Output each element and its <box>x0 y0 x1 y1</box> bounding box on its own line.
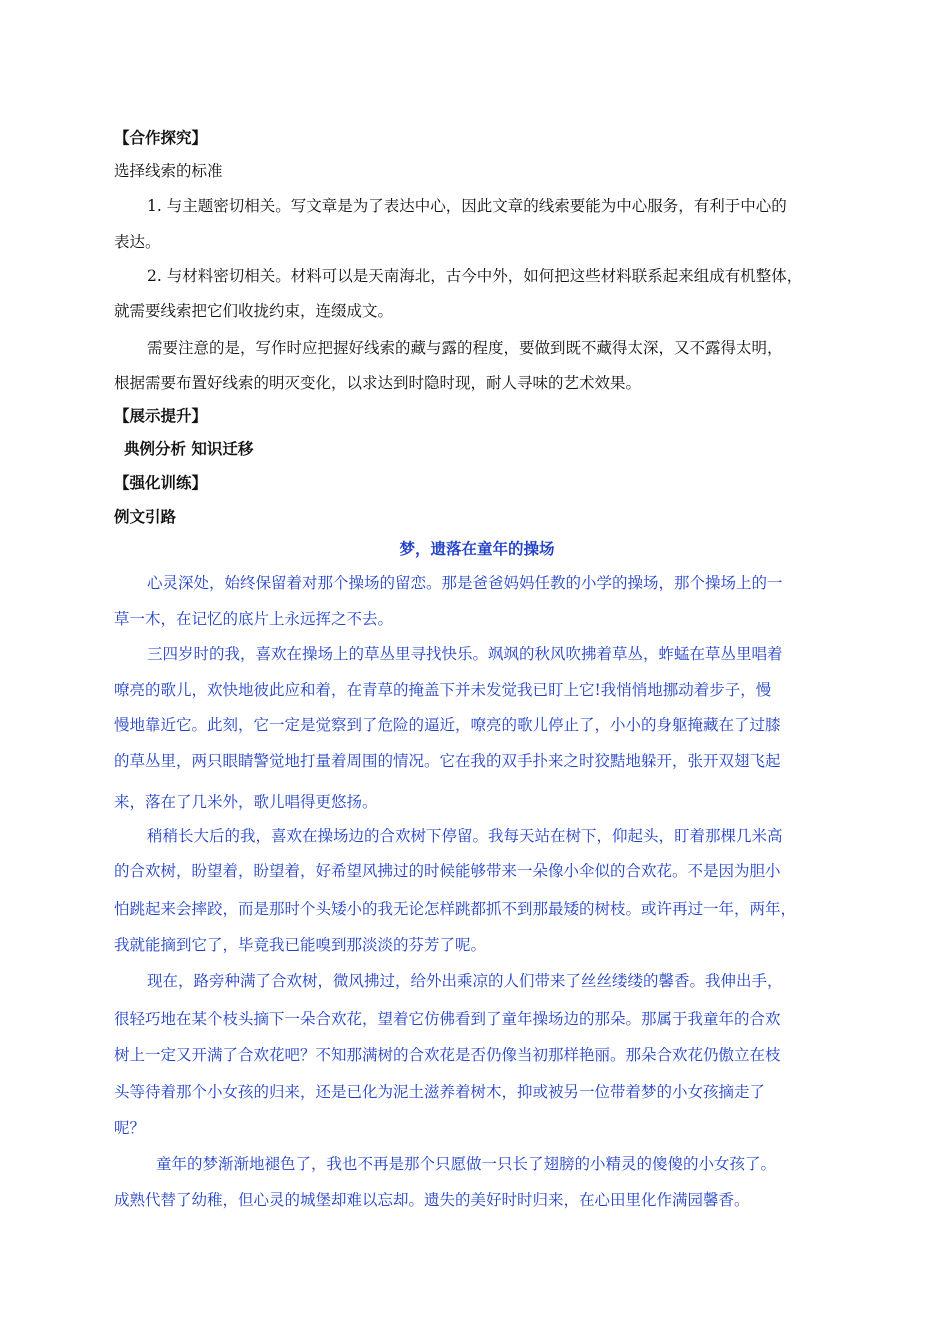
criteria-1-line-2: 表达。 <box>114 233 161 251</box>
essay-line: 的合欢树，盼望着，盼望着，好希望风拂过的时候能够带来一朵像小伞似的合欢花。不是因为胆小 <box>114 862 781 880</box>
essay-line: 心灵深处，始终保留着对那个操场的留恋。那是爸爸妈妈任教的小学的操场，那个操场上的一 <box>147 574 783 592</box>
essay-title: 梦，遗落在童年的操场 <box>399 539 555 558</box>
essay-line: 树上一定又开满了合欢花吧？不知那满树的合欢花是否仍像当初那样艳丽。那朵合欢花仍傲立在枝 <box>114 1046 781 1064</box>
essay-line: 怕跳起来会摔跤，而是那时个头矮小的我无论怎样跳都抓不到那最矮的树枝。或许再过一年，两年， <box>114 900 797 918</box>
display-subheading: 典例分析 知识迁移 <box>124 439 254 458</box>
essay-line: 现在，路旁种满了合欢树，微风拂过，给外出乘凉的人们带来了丝丝缕缕的馨香。我伸出手， <box>147 972 783 990</box>
essay-line: 成熟代替了幼稚，但心灵的城堡却难以忘却。遗失的美好时时归来，在心田里化作满园馨香。 <box>114 1191 750 1209</box>
note-line-2: 根据需要布置好线索的明灭变化，以求达到时隐时现，耐人寻味的艺术效果。 <box>114 374 642 392</box>
essay-line: 三四岁时的我，喜欢在操场上的草丛里寻找快乐。飒飒的秋风吹拂着草丛，蚱蜢在草丛里唱着 <box>147 645 783 663</box>
essay-line: 呢？ <box>114 1119 146 1137</box>
note-line-1: 需要注意的是，写作时应把握好线索的藏与露的程度，要做到既不藏得太深，又不露得太明， <box>147 339 783 357</box>
essay-line: 嘹亮的歌儿，欢快地彼此应和着，在青草的掩盖下并未发觉我已盯上它!我悄悄地挪动着步子，慢 <box>114 681 772 699</box>
essay-line: 草一木，在记忆的底片上永远挥之不去。 <box>114 610 394 628</box>
criteria-1-line-1: 1. 与主题密切相关。写文章是为了表达中心，因此文章的线索要能为中心服务，有利于中心的 <box>147 197 787 215</box>
training-heading: 【强化训练】 <box>114 473 208 492</box>
criteria-2-line-2: 就需要线索把它们收拢约束，连缀成文。 <box>114 302 394 320</box>
essay-line: 来，落在了几米外，歌儿唱得更悠扬。 <box>114 793 378 811</box>
essay-line: 我就能摘到它了，毕竟我已能嗅到那淡淡的芬芳了呢。 <box>114 936 487 954</box>
essay-line: 头等待着那个小女孩的归来，还是已化为泥土滋养着树木，抑或被另一位带着梦的小女孩摘走了 <box>114 1083 766 1101</box>
essay-line: 童年的梦渐渐地褪色了，我也不再是那个只愿做一只长了翅膀的小精灵的傻傻的小女孩了。 <box>156 1155 777 1173</box>
criteria-title: 选择线索的标准 <box>114 162 223 180</box>
criteria-2-line-1: 2. 与材料密切相关。材料可以是天南海北，古今中外，如何把这些材料联系起来组成有机整体， <box>147 267 803 285</box>
example-label: 例文引路 <box>114 507 177 526</box>
essay-line: 慢地靠近它。此刻，它一定是觉察到了危险的逼近，嘹亮的歌儿停止了，小小的身躯掩藏在了过膝 <box>114 716 781 734</box>
essay-line: 很轻巧地在某个枝头摘下一朵合欢花，望着它仿佛看到了童年操场边的那朵。那属于我童年的合欢 <box>114 1010 781 1028</box>
essay-line: 的草丛里，两只眼睛警觉地打量着周围的情况。它在我的双手扑来之时狡黠地躲开，张开双翅飞起 <box>114 752 781 770</box>
essay-line: 稍稍长大后的我，喜欢在操场边的合欢树下停留。我每天站在树下，仰起头，盯着那棵几米高 <box>147 827 783 845</box>
display-heading: 【展示提升】 <box>114 406 208 425</box>
cooperate-heading: 【合作探究】 <box>114 128 208 147</box>
